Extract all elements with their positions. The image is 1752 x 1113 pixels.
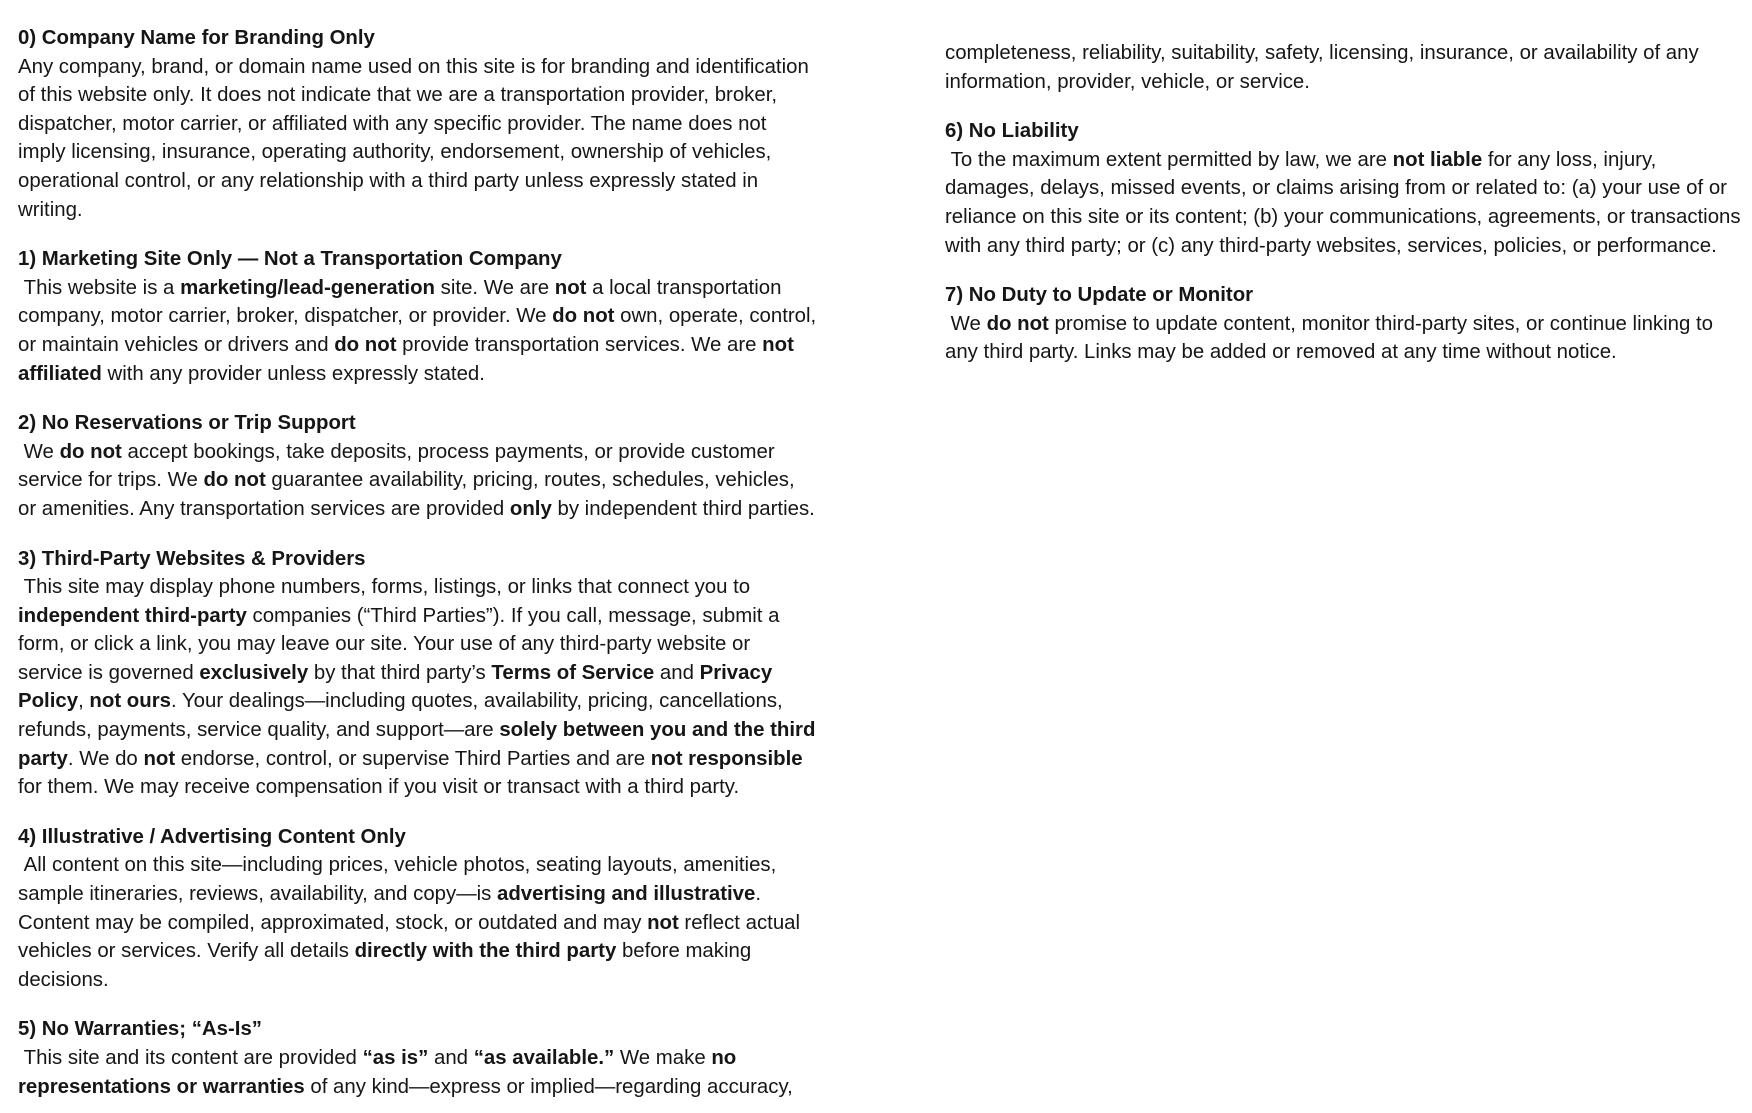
text-run: site. We are bbox=[435, 276, 555, 299]
section-heading: 5) No Warranties; “As-Is” bbox=[18, 1018, 262, 1041]
paragraph bbox=[18, 851, 818, 994]
section bbox=[945, 39, 1745, 96]
bold-text-run: solely between you and the third party bbox=[18, 719, 822, 770]
text-run: by independent third parties. bbox=[551, 497, 815, 520]
bold-text-run: no representations or warranties bbox=[18, 1047, 742, 1098]
bold-text-run: Privacy Policy bbox=[18, 661, 778, 713]
section bbox=[18, 545, 822, 802]
bold-text-run: not liable bbox=[1392, 148, 1483, 171]
section-heading: 7) No Duty to Update or Monitor bbox=[945, 284, 1254, 307]
paragraph bbox=[18, 1044, 818, 1101]
bold-text-run: do not bbox=[203, 469, 266, 492]
text-run: and bbox=[428, 1047, 474, 1069]
bold-text-run: “as is” bbox=[362, 1047, 429, 1069]
bold-text-run: do not bbox=[59, 440, 122, 463]
text-run: of any kind—express or implied—regarding accuracy, bbox=[304, 1075, 793, 1098]
text-run: for them. We may receive compensation if you visit or transact with a third party. bbox=[18, 747, 809, 799]
text-run: by that third party’s bbox=[308, 661, 492, 684]
text-run: a local transportation company, motor carrier, broker, dispatcher, or provider. We bbox=[18, 276, 788, 328]
paragraph bbox=[18, 274, 822, 388]
bold-text-run: marketing/lead-generation bbox=[180, 276, 436, 299]
text-run: To the maximum extent permitted by law, we are bbox=[945, 148, 1393, 171]
bold-text-run: exclusively bbox=[199, 661, 309, 684]
text-run: endorse, control, or supervise Third Parties and are bbox=[175, 747, 651, 770]
text-run: with any provider unless expressly stated. bbox=[101, 362, 485, 385]
text-run: for any loss, injury, damages, delays, missed events, or claims arising from or related to: (a) your use of or reliance on this site or its content; (b) your communications, agreements, or transactions with any third party; or (c) any third-party websites, services, policies, or performance. bbox=[945, 148, 1747, 257]
paragraph bbox=[18, 53, 818, 225]
text-run: own, operate, control, or maintain vehicles or drivers and bbox=[18, 305, 822, 356]
text-run: , bbox=[78, 690, 90, 713]
text-run: . Your dealings—including quotes, availability, pricing, cancellations, refunds, payments, service quality, and support—are bbox=[18, 690, 789, 742]
paragraph bbox=[945, 310, 1745, 367]
text-run: . We do bbox=[67, 747, 144, 770]
text-run: promise to update content, monitor third-party sites, or continue linking to any third party. Links may be added or removed at any time without notice. bbox=[945, 312, 1719, 364]
paragraph bbox=[945, 39, 1745, 96]
section-heading: 1) Marketing Site Only — Not a Transportation Company bbox=[18, 248, 562, 271]
section-heading: 6) No Liability bbox=[945, 120, 1079, 143]
bold-text-run: not responsible bbox=[650, 747, 803, 770]
bold-text-run: directly with the third party bbox=[354, 940, 617, 963]
paragraph bbox=[945, 146, 1745, 260]
section bbox=[945, 281, 1745, 367]
bold-text-run: do not bbox=[552, 305, 615, 328]
section-heading: 4) Illustrative / Advertising Content Only bbox=[18, 825, 406, 848]
text-run: This site may display phone numbers, forms, listings, or links that connect you to bbox=[18, 576, 756, 599]
bold-text-run: only bbox=[509, 497, 552, 520]
text-run: All content on this site—including prices, vehicle photos, seating layouts, amenities, sample itineraries, reviews, availability, and copy—is bbox=[18, 854, 782, 906]
text-run: Any company, brand, or domain name used on this site is for branding and identification of this website only. It does not indicate that we are a transportation provider, broker, dispatcher, motor carrier, or affiliated with any specific provider. The name does not imply licensing, insurance, operating authority, endorsement, ownership of vehicles, operational control, or any relationship with a third party unless expressly stated in writing. bbox=[18, 55, 815, 221]
bold-text-run: Terms of Service bbox=[491, 661, 655, 684]
text-run: reflect actual vehicles or services. Verify all details bbox=[18, 911, 806, 963]
text-run: completeness, reliability, suitability, safety, licensing, insurance, or availability of any information, provider, vehicle, or service. bbox=[945, 42, 1705, 93]
section-heading: 2) No Reservations or Trip Support bbox=[18, 412, 356, 435]
text-run: companies (“Third Parties”). If you call, message, submit a form, or click a link, you may leave our site. Your use of any third-party website or service is governed bbox=[18, 604, 786, 684]
section bbox=[18, 409, 818, 523]
section bbox=[18, 245, 822, 388]
section bbox=[945, 117, 1745, 260]
text-run: This website is a bbox=[18, 276, 181, 299]
text-run: accept bookings, take deposits, process payments, or provide customer service for trips. We bbox=[18, 440, 781, 492]
bold-text-run: not bbox=[554, 276, 587, 299]
column-left bbox=[18, 24, 822, 1101]
bold-text-run: advertising and illustrative bbox=[497, 883, 756, 906]
bold-text-run: do not bbox=[334, 333, 397, 356]
text-run: This site and its content are provided bbox=[18, 1047, 363, 1069]
paragraph bbox=[18, 438, 818, 524]
bold-text-run: do not bbox=[986, 312, 1049, 335]
bold-text-run: not bbox=[143, 747, 176, 770]
text-run: . Content may be compiled, approximated, stock, or outdated and may bbox=[18, 883, 767, 934]
bold-text-run: not bbox=[647, 911, 679, 934]
column-right bbox=[945, 39, 1745, 367]
text-run: before making decisions. bbox=[18, 940, 757, 991]
text-run: We bbox=[18, 440, 60, 463]
bold-text-run: not affiliated bbox=[18, 333, 800, 385]
text-run: provide transportation services. We are bbox=[396, 333, 763, 356]
text-run: We bbox=[945, 312, 987, 335]
bold-text-run: not ours bbox=[89, 690, 171, 713]
paragraph bbox=[18, 573, 822, 802]
section bbox=[18, 24, 818, 224]
text-run: guarantee availability, pricing, routes, schedules, vehicles, or amenities. Any transportation services are provided bbox=[18, 469, 801, 520]
text-run: We make bbox=[614, 1047, 712, 1069]
section bbox=[18, 1015, 818, 1101]
section-heading: 3) Third-Party Websites & Providers bbox=[18, 547, 366, 570]
section bbox=[18, 823, 818, 995]
bold-text-run: independent third-party bbox=[18, 604, 247, 627]
bold-text-run: “as available.” bbox=[473, 1047, 615, 1069]
section-heading: 0) Company Name for Branding Only bbox=[18, 27, 375, 49]
text-run: and bbox=[654, 661, 700, 684]
